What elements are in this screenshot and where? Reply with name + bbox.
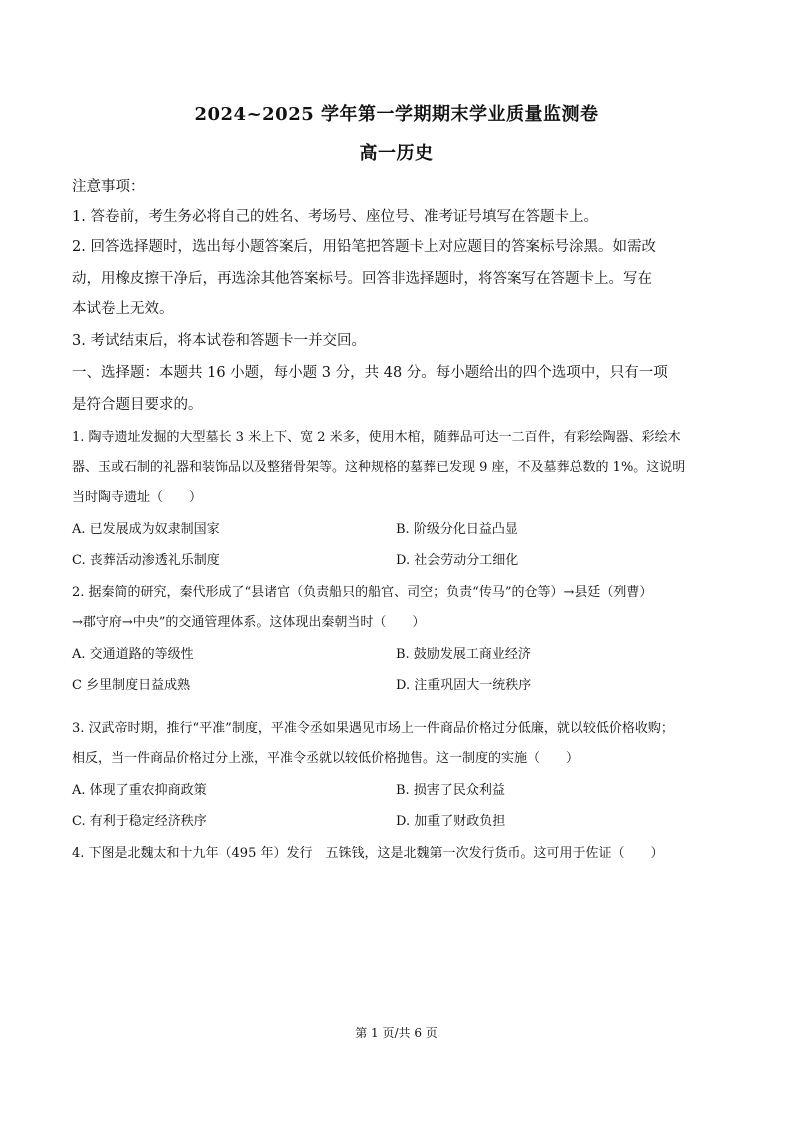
notice-line: 1. 答卷前，考生务必将自己的姓名、考场号、座位号、准考证号填写在答题卡上。 bbox=[72, 209, 598, 225]
question-2-option-d[interactable]: D. 注重巩固大一统秩序 bbox=[396, 678, 532, 693]
question-2-stem: →郡守府→中央”的交通管理体系。这体现出秦朝当时（ ） bbox=[72, 615, 426, 630]
question-1-stem: 当时陶寺遗址（ ） bbox=[72, 490, 203, 505]
exam-subject: 高一历史 bbox=[359, 143, 434, 164]
page-number: 第 1 页/共 6 页 bbox=[355, 1026, 438, 1040]
question-1-option-c[interactable]: C. 丧葬活动渗透礼乐制度 bbox=[72, 553, 220, 568]
section-heading: 是符合题目要求的。 bbox=[72, 397, 203, 413]
question-1-stem: 器、玉或石制的礼器和装饰品以及整猪骨架等。这种规格的墓葬已发现 9 座，不及墓葬总数的 1%。这说明 bbox=[72, 460, 686, 475]
question-3-option-b[interactable]: B. 损害了民众利益 bbox=[396, 783, 505, 798]
question-3-stem: 3. 汉武帝时期，推行“平准”制度，平准令丞如果遇见市场上一件商品价格过分低廉，就以较低价格收购； bbox=[72, 721, 674, 736]
question-2-stem: 2. 据秦简的研究，秦代形成了“县诸官（负责船只的船官、司空；负责“传马”的仓等）→县廷（列曹） bbox=[72, 585, 653, 600]
question-1-option-d[interactable]: D. 社会劳动分工细化 bbox=[396, 553, 519, 568]
notice-line: 2. 回答选择题时，选出每小题答案后，用铅笔把答题卡上对应题目的答案标号涂黑。如需改 bbox=[72, 239, 656, 255]
notice-line: 3. 考试结束后，将本试卷和答题卡一并交回。 bbox=[72, 333, 366, 349]
question-4-stem: 4. 下图是北魏太和十九年（495 年）发行 五铢钱，这是北魏第一次发行货币。这可用于佐证（ ） bbox=[72, 846, 664, 861]
question-1-stem: 1. 陶寺遗址发掘的大型墓长 3 米上下、宽 2 米多，使用木棺，随葬品可达一二百件，有彩绘陶器、彩绘木 bbox=[72, 430, 681, 445]
notice-line: 动，用橡皮擦干净后，再选涂其他答案标号。回答非选择题时，将答案写在答题卡上。写在 bbox=[72, 271, 652, 287]
question-3-stem: 相反，当一件商品价格过分上涨，平准令丞就以较低价格抛售。这一制度的实施（ ） bbox=[72, 751, 580, 766]
question-1-option-a[interactable]: A. 已发展成为奴隶制国家 bbox=[72, 522, 220, 537]
section-heading: 一、选择题：本题共 16 小题，每小题 3 分，共 48 分。每小题给出的四个选项中，只有一项 bbox=[72, 365, 668, 381]
question-3-option-c[interactable]: C. 有利于稳定经济秩序 bbox=[72, 814, 207, 829]
question-1-option-b[interactable]: B. 阶级分化日益凸显 bbox=[396, 522, 518, 537]
question-3-option-d[interactable]: D. 加重了财政负担 bbox=[396, 814, 506, 829]
question-3-option-a[interactable]: A. 体现了重农抑商政策 bbox=[72, 783, 207, 798]
exam-title: 2024~2025 学年第一学期期末学业质量监测卷 bbox=[194, 104, 599, 125]
question-2-option-a[interactable]: A. 交通道路的等级性 bbox=[72, 647, 194, 662]
notice-heading: 注意事项： bbox=[72, 179, 145, 195]
notice-line: 本试卷上无效。 bbox=[72, 301, 174, 317]
question-2-option-b[interactable]: B. 鼓励发展工商业经济 bbox=[396, 647, 531, 662]
question-2-option-c[interactable]: C 乡里制度日益成熟 bbox=[72, 678, 191, 693]
